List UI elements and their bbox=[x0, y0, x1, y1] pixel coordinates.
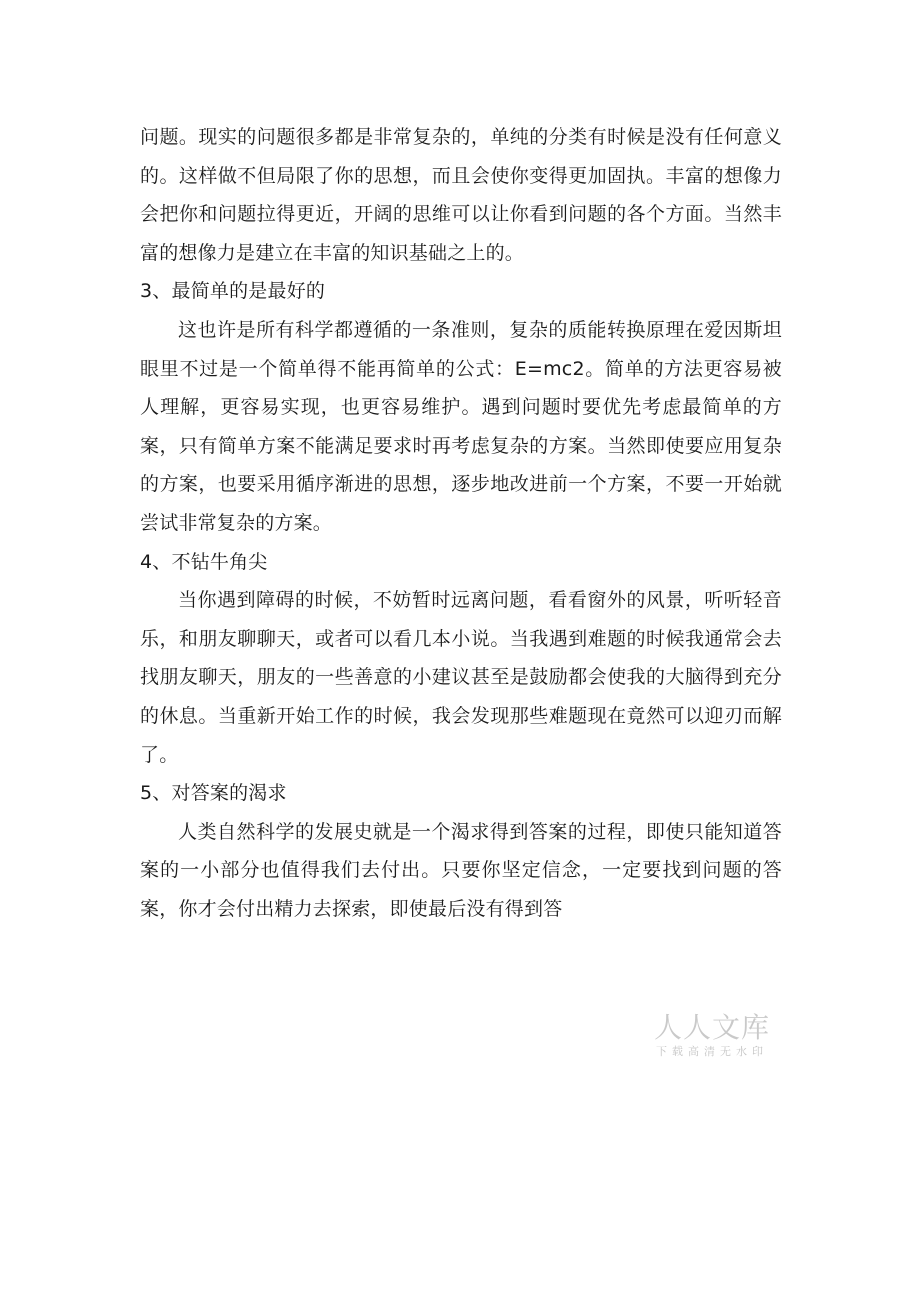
watermark-title: 人人文库 bbox=[653, 1011, 770, 1044]
document-body bbox=[140, 118, 782, 928]
section-heading-3: 3、最简单的是最好的 bbox=[140, 280, 326, 303]
paragraph-section-4: 当你遇到障碍的时候，不妨暂时远离问题，看看窗外的风景，听听轻音乐，和朋友聊聊天，或者可以看几本小说。当我遇到难题的时候我通常会去找朋友聊天，朋友的一些善意的小建议甚至是鼓励都会使我的大脑得到充分的休息。当重新开始工作的时候，我会发现那些难题现在竟然可以迎刃而解了。 bbox=[140, 589, 782, 766]
paragraph-section-5: 人类自然科学的发展史就是一个渴求得到答案的过程，即使只能知道答案的一小部分也值得我们去付出。只要你坚定信念，一定要找到问题的答案，你才会付出精力去探索，即使最后没有得到答 bbox=[140, 820, 782, 920]
section-heading-4: 4、不钻牛角尖 bbox=[140, 550, 268, 573]
paragraph-section-3: 这也许是所有科学都遵循的一条准则，复杂的质能转换原理在爱因斯坦眼里不过是一个简单得不能再简单的公式：E=mc2。简单的方法更容易被人理解，更容易实现，也更容易维护。遇到问题时要优先考虑最简单的方案，只有简单方案不能满足要求时再考虑复杂的方案。当然即使要应用复杂的方案，也要采用循序渐进的思想，逐步地改进前一个方案，不要一开始就尝试非常复杂的方案。 bbox=[140, 318, 782, 534]
paragraph-continued: 问题。现实的问题很多都是非常复杂的，单纯的分类有时候是没有任何意义的。这样做不但局限了你的思想，而且会使你变得更加固执。丰富的想像力会把你和问题拉得更近，开阔的思维可以让你看到问题的各个方面。当然丰富的想像力是建立在丰富的知识基础之上的。 bbox=[140, 126, 782, 264]
watermark bbox=[650, 1012, 774, 1059]
watermark-subtitle: 下载高清无水印 bbox=[656, 1045, 768, 1058]
section-heading-5: 5、对答案的渴求 bbox=[140, 782, 287, 805]
